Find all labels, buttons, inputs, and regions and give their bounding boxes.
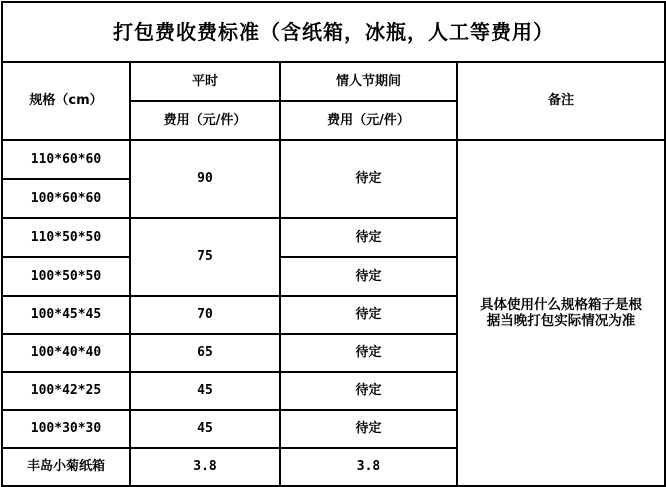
spec-cell: 100*40*40 [2, 334, 130, 372]
valentine-price-cell: 待定 [280, 218, 457, 257]
title-row [2, 2, 665, 62]
valentine-header: 情人节期间 [280, 62, 457, 101]
remark-line: 据当晚打包实际情况为准 [486, 313, 636, 329]
spec-cell: 100*60*60 [2, 179, 130, 218]
valentine-price-cell: 3.8 [280, 448, 457, 486]
valentine-price-cell: 待定 [280, 257, 457, 296]
remark-line: 具体使用什么规格箱子是根 [480, 296, 642, 313]
table-row [2, 140, 665, 179]
spec-cell: 100*45*45 [2, 296, 130, 334]
spec-cell: 100*50*50 [2, 257, 130, 296]
spec-cell: 丰岛小菊纸箱 [2, 448, 130, 486]
spec-cell: 100*30*30 [2, 410, 130, 448]
normal-price-cell: 90 [130, 140, 280, 218]
normal-price-cell: 75 [130, 218, 280, 296]
normal-price-cell: 45 [130, 410, 280, 448]
valentine-price-cell: 待定 [280, 334, 457, 372]
valentine-price-cell: 待定 [280, 140, 457, 218]
valentine-unit-header: 费用（元/件） [280, 101, 457, 140]
normal-header: 平时 [130, 62, 280, 101]
normal-unit-header: 费用（元/件） [130, 101, 280, 140]
valentine-price-cell: 待定 [280, 410, 457, 448]
valentine-price-cell: 待定 [280, 296, 457, 334]
spec-cell: 110*50*50 [2, 218, 130, 257]
table-title: 打包费收费标准（含纸箱，冰瓶，人工等费用） [2, 2, 665, 62]
spec-header: 规格（cm） [2, 62, 130, 140]
remark-cell [457, 140, 665, 486]
normal-price-cell: 70 [130, 296, 280, 334]
remark-header: 备注 [457, 62, 665, 140]
normal-price-cell: 3.8 [130, 448, 280, 486]
normal-price-cell: 45 [130, 372, 280, 410]
header-row-1 [2, 62, 665, 101]
spec-cell: 110*60*60 [2, 140, 130, 179]
spec-cell: 100*42*25 [2, 372, 130, 410]
packaging-fee-table [1, 1, 666, 487]
normal-price-cell: 65 [130, 334, 280, 372]
valentine-price-cell: 待定 [280, 372, 457, 410]
